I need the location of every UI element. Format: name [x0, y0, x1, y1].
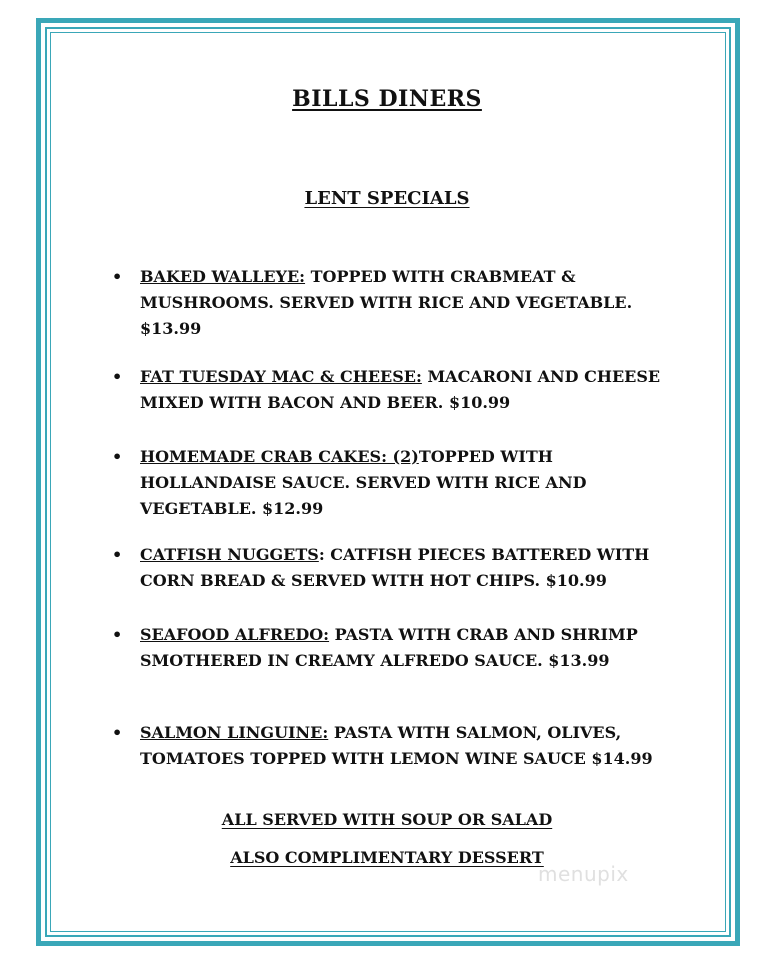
footer-note-dessert: [0, 848, 774, 867]
item-text: [140, 364, 692, 416]
item-name: FAT TUESDAY MAC & CHEESE:: [140, 367, 422, 386]
item-text: [140, 264, 692, 342]
item-description: TOPPED WITH CRABMEAT & MUSHROOMS. SERVED WITH RICE AND VEGETABLE. $13.99: [140, 267, 633, 338]
bullet-icon: •: [112, 267, 123, 286]
bullet-icon: •: [112, 545, 123, 564]
footer-note-soup-salad-text: ALL SERVED WITH SOUP OR SALAD: [221, 810, 553, 829]
section-heading-text: LENT SPECIALS: [304, 188, 470, 209]
item-text: [140, 542, 692, 594]
item-description: TOPPED WITH HOLLANDAISE SAUCE. SERVED WITH RICE AND VEGETABLE. $12.99: [140, 447, 587, 518]
item-description: : CATFISH PIECES BATTERED WITH CORN BREAD & SERVED WITH HOT CHIPS. $10.99: [140, 545, 650, 590]
bullet-icon: •: [112, 625, 123, 644]
item-description: MACARONI AND CHEESE MIXED WITH BACON AND BEER. $10.99: [140, 367, 661, 412]
item-name: HOMEMADE CRAB CAKES: (2): [140, 447, 419, 466]
footer-note-dessert-text: ALSO COMPLIMENTARY DESSERT: [230, 848, 544, 867]
item-description: PASTA WITH CRAB AND SHRIMP SMOTHERED IN CREAMY ALFREDO SAUCE. $13.99: [140, 625, 638, 670]
bullet-icon: •: [112, 447, 123, 466]
item-text: [140, 622, 692, 674]
item-name: SALMON LINGUINE:: [140, 723, 329, 742]
footer-note-soup-salad: [0, 810, 774, 829]
item-description: PASTA WITH SALMON, OLIVES, TOMATOES TOPPED WITH LEMON WINE SAUCE $14.99: [140, 723, 653, 768]
item-text: [140, 444, 692, 522]
item-name: CATFISH NUGGETS: [140, 545, 319, 564]
item-text: [140, 720, 692, 772]
item-name: BAKED WALLEYE:: [140, 267, 306, 286]
bullet-icon: •: [112, 367, 123, 386]
item-name: SEAFOOD ALFREDO:: [140, 625, 330, 644]
watermark-logo: menupix: [538, 862, 629, 886]
restaurant-title: [0, 86, 774, 112]
bullet-icon: •: [112, 723, 123, 742]
restaurant-title-text: BILLS DINERS: [292, 86, 482, 112]
section-heading: [0, 188, 774, 209]
